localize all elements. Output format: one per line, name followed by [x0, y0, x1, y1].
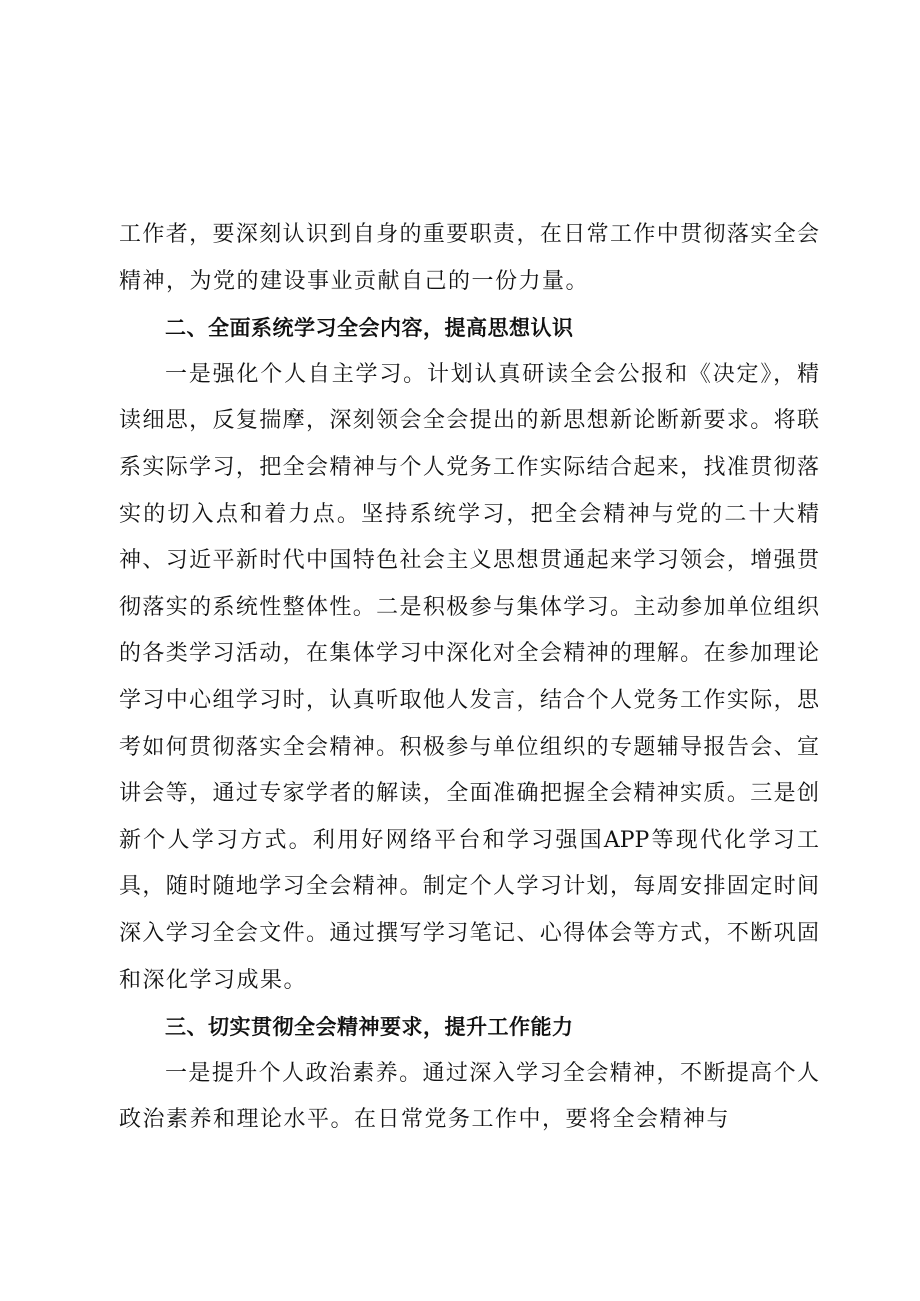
paragraph-line: 彻落实的系统性整体性。二是积极参与集体学习。主动参加单位组织	[119, 594, 819, 620]
paragraph-line: 和深化学习成果。	[119, 967, 308, 993]
paragraph-line: 深入学习全会文件。通过撰写学习笔记、心得体会等方式，不断巩固	[119, 920, 819, 946]
section-heading-2: 二、全面系统学习全会内容，提高思想认识	[165, 316, 574, 341]
paragraph-line: 考如何贯彻落实全会精神。积极参与单位组织的专题辅导报告会、宣	[119, 734, 819, 760]
paragraph-line: 实的切入点和着力点。坚持系统学习，把全会精神与党的二十大精	[119, 501, 819, 527]
paragraph-line: 的各类学习活动，在集体学习中深化对全会精神的理解。在参加理论	[119, 641, 819, 667]
paragraph-line: 学习中心组学习时，认真听取他人发言，结合个人党务工作实际，思	[119, 687, 819, 713]
document-body	[119, 212, 819, 1144]
paragraph-line: 精神，为党的建设事业贡献自己的一份力量。	[119, 268, 590, 294]
paragraph-line: 一是提升个人政治素养。通过深入学习全会精神，不断提高个人	[165, 1060, 819, 1086]
paragraph-line: 新个人学习方式。利用好网络平台和学习强国APP等现代化学习工	[119, 827, 819, 853]
paragraph-line: 政治素养和理论水平。在日常党务工作中，要将全会精神与	[119, 1107, 731, 1133]
paragraph-line: 系实际学习，把全会精神与个人党务工作实际结合起来，找准贯彻落	[119, 454, 819, 480]
paragraph-line: 读细思，反复揣摩，深刻领会全会提出的新思想新论断新要求。将联	[119, 408, 819, 434]
paragraph-line: 工作者，要深刻认识到自身的重要职责，在日常工作中贯彻落实全会	[119, 222, 819, 247]
paragraph-line: 神、习近平新时代中国特色社会主义思想贯通起来学习领会，增强贯	[119, 548, 819, 574]
section-heading-3: 三、切实贯彻全会精神要求，提升工作能力	[165, 1015, 574, 1040]
paragraph-line: 一是强化个人自主学习。计划认真研读全会公报和《决定》，精	[165, 361, 819, 387]
paragraph-line: 具，随时随地学习全会精神。制定个人学习计划，每周安排固定时间	[119, 874, 819, 900]
paragraph-line: 讲会等，通过专家学者的解读，全面准确把握全会精神实质。三是创	[119, 781, 819, 807]
